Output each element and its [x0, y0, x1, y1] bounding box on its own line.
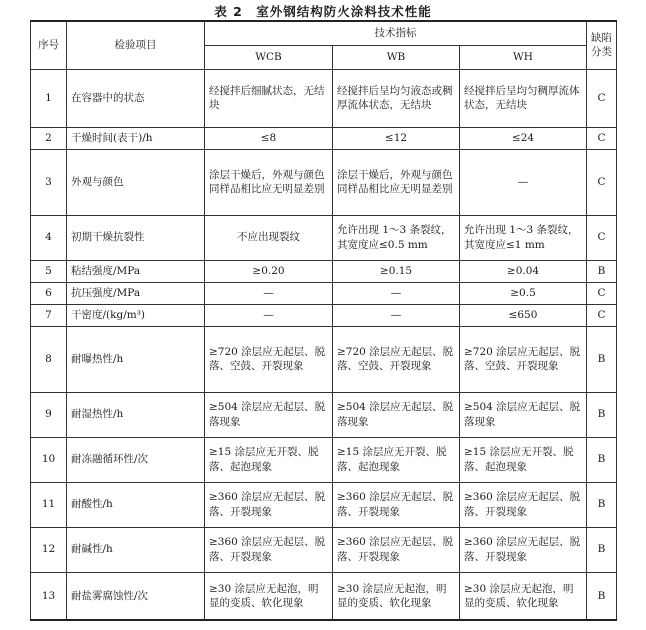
wb-value: 涂层干燥后，外观与颜色同样品相比应无明显差别 [333, 149, 460, 215]
defect-class: B [587, 437, 617, 482]
defect-class: B [587, 482, 617, 527]
test-item: 耐盐雾腐蚀性/次 [67, 572, 205, 620]
defect-class: B [587, 326, 617, 392]
wh-value: 经搅拌后呈均匀稠厚流体状态，无结块 [460, 69, 587, 127]
wh-value: — [460, 149, 587, 215]
header-wcb: WCB [205, 45, 333, 69]
wb-value: ≥360 涂层应无起层、脱落、开裂现象 [333, 527, 460, 572]
wh-value: ≥360 涂层应无起层、脱落、开裂现象 [460, 527, 587, 572]
wb-value: ≥30 涂层应无起泡，明显的变质、软化现象 [333, 572, 460, 620]
wcb-value: 经搅拌后细腻状态，无结块 [205, 69, 333, 127]
wh-value: ≥720 涂层应无起层、脱落、空鼓、开裂现象 [460, 326, 587, 392]
header-seq: 序号 [31, 21, 67, 69]
header-item: 检验项目 [67, 21, 205, 69]
wcb-value: 涂层干燥后，外观与颜色同样品相比应无明显差别 [205, 149, 333, 215]
table-row [31, 572, 617, 620]
defect-class: C [587, 127, 617, 149]
row-number: 7 [31, 304, 67, 326]
row-number: 4 [31, 215, 67, 260]
wb-value: ≥15 涂层应无开裂、脱落、起泡现象 [333, 437, 460, 482]
row-number: 10 [31, 437, 67, 482]
table-row [31, 149, 617, 215]
defect-class: C [587, 282, 617, 304]
test-item: 抗压强度/MPa [67, 282, 205, 304]
spec-table [30, 20, 617, 621]
wcb-value: — [205, 304, 333, 326]
test-item: 耐碱性/h [67, 527, 205, 572]
wb-value: — [333, 304, 460, 326]
defect-class: C [587, 215, 617, 260]
row-number: 6 [31, 282, 67, 304]
defect-class: C [587, 304, 617, 326]
wcb-value: ≥360 涂层应无起层、脱落、开裂现象 [205, 482, 333, 527]
wh-value: ≥15 涂层应无开裂、脱落、起泡现象 [460, 437, 587, 482]
test-item: 干燥时间(表干)/h [67, 127, 205, 149]
test-item: 耐湿热性/h [67, 392, 205, 437]
table-row [31, 215, 617, 260]
row-number: 12 [31, 527, 67, 572]
table-row [31, 527, 617, 572]
wh-value: ≥504 涂层应无起层、脱落现象 [460, 392, 587, 437]
wcb-value: 不应出现裂纹 [205, 215, 333, 260]
header-wh: WH [460, 45, 587, 69]
wb-value: 经搅拌后呈均匀液态或稠厚流体状态，无结块 [333, 69, 460, 127]
test-item: 在容器中的状态 [67, 69, 205, 127]
wcb-value: ≥504 涂层应无起层、脱落现象 [205, 392, 333, 437]
row-number: 8 [31, 326, 67, 392]
wh-value: ≥0.5 [460, 282, 587, 304]
defect-class: B [587, 527, 617, 572]
wb-value: ≥360 涂层应无起层、脱落、开裂现象 [333, 482, 460, 527]
header-row-1 [31, 21, 617, 45]
header-defect: 缺陷分类 [587, 21, 617, 69]
test-item: 耐酸性/h [67, 482, 205, 527]
wb-value: — [333, 282, 460, 304]
wcb-value: ≥360 涂层应无起层、脱落、开裂现象 [205, 527, 333, 572]
wh-value: ≥360 涂层应无起层、脱落、开裂现象 [460, 482, 587, 527]
wb-value: 允许出现 1～3 条裂纹，其宽度应≤0.5 mm [333, 215, 460, 260]
table-row [31, 69, 617, 127]
test-item: 粘结强度/MPa [67, 260, 205, 282]
wcb-value: ≥30 涂层应无起泡，明显的变质、软化现象 [205, 572, 333, 620]
wh-value: ≥0.04 [460, 260, 587, 282]
defect-class: B [587, 260, 617, 282]
test-item: 初期干燥抗裂性 [67, 215, 205, 260]
wh-value: ≤24 [460, 127, 587, 149]
defect-class: B [587, 392, 617, 437]
wb-value: ≤12 [333, 127, 460, 149]
table-row [31, 392, 617, 437]
defect-class: B [587, 572, 617, 620]
wh-value: ≥30 涂层应无起泡，明显的变质、软化现象 [460, 572, 587, 620]
table-row [31, 326, 617, 392]
table-row [31, 260, 617, 282]
test-item: 耐冻融循环性/次 [67, 437, 205, 482]
row-number: 3 [31, 149, 67, 215]
table-row [31, 482, 617, 527]
defect-class: C [587, 69, 617, 127]
table-row [31, 304, 617, 326]
test-item: 耐曝热性/h [67, 326, 205, 392]
table-row [31, 437, 617, 482]
row-number: 2 [31, 127, 67, 149]
table-row [31, 282, 617, 304]
wcb-value: ≥720 涂层应无起层、脱落、空鼓、开裂现象 [205, 326, 333, 392]
wcb-value: — [205, 282, 333, 304]
header-tech: 技术指标 [205, 21, 587, 45]
wcb-value: ≥15 涂层应无开裂、脱落、起泡现象 [205, 437, 333, 482]
wcb-value: ≤8 [205, 127, 333, 149]
wb-value: ≥504 涂层应无起层、脱落现象 [333, 392, 460, 437]
row-number: 13 [31, 572, 67, 620]
test-item: 外观与颜色 [67, 149, 205, 215]
defect-class: C [587, 149, 617, 215]
row-number: 9 [31, 392, 67, 437]
wh-value: ≤650 [460, 304, 587, 326]
wb-value: ≥720 涂层应无起层、脱落、空鼓、开裂现象 [333, 326, 460, 392]
header-wb: WB [333, 45, 460, 69]
table-title: 表 2 室外钢结构防火涂料技术性能 [214, 4, 432, 19]
table-row [31, 127, 617, 149]
test-item: 干密度/(kg/m³) [67, 304, 205, 326]
row-number: 11 [31, 482, 67, 527]
wb-value: ≥0.15 [333, 260, 460, 282]
wcb-value: ≥0.20 [205, 260, 333, 282]
wh-value: 允许出现 1～3 条裂纹，其宽度应≤1 mm [460, 215, 587, 260]
row-number: 1 [31, 69, 67, 127]
row-number: 5 [31, 260, 67, 282]
